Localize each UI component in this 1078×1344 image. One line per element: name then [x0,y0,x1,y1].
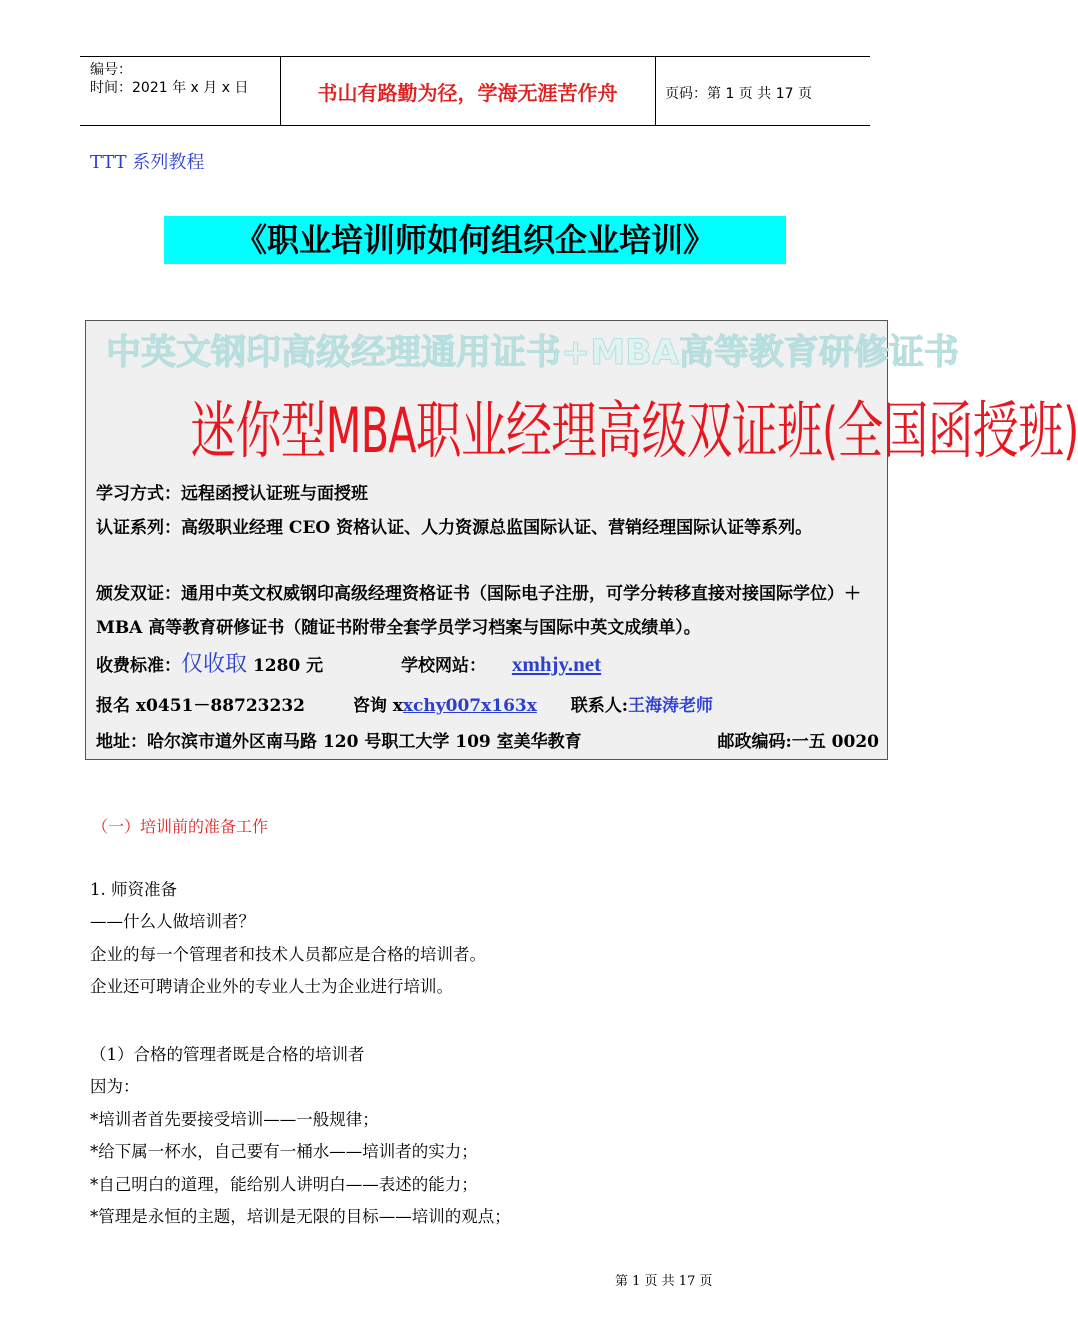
ad-address: 地址：哈尔滨市道外区南马路 120 号职工大学 109 室美华教育 [96,732,582,752]
ad-postcode: 邮政编码:一五 0020 [717,732,879,752]
header-meta [90,61,248,97]
header-number: 编号： [90,62,132,78]
ad-watermark: 中英文钢印高级经理通用证书+MBA高等教育研修证书 [106,333,959,373]
ad-site-link[interactable]: xmhjy.net [511,652,602,676]
body-block-2 [90,1039,511,1233]
header-time: 时间：2021 年 x 月 x 日 [90,80,249,96]
ad-contact-row [96,689,881,723]
ad-site-label: 学校网站： [401,656,487,676]
series-label: TTT 系列教程 [90,152,205,173]
body-line: *给下属一杯水，自己要有一桶水——培训者的实力； [90,1142,478,1162]
section-heading: （一）培训前的准备工作 [92,817,269,836]
ad-fee-value: 仅收取 [181,652,248,677]
ad-consult-label: 咨询 x [352,696,403,716]
body-line: 企业的每一个管理者和技术人员都应是合格的培训者。 [90,944,486,964]
ad-contact-label: 联系人: [570,696,628,716]
header-divider [655,57,656,125]
ad-dual-cert: 颁发双证：通用中英文权威钢印高级经理资格证书（国际电子注册，可学分转移直接对接国际学位）＋MBA 高等教育研修证书（随证书附带全套学员学习档案与国际中英文成绩单）。 [96,584,861,638]
ad-consult-link[interactable]: xchy007x163x [402,696,537,716]
ad-contact-value: 王海涛老师 [628,696,713,716]
page-footer: 第 1 页 共 17 页 [615,1274,713,1289]
body-line: 因为： [90,1077,140,1097]
body-line: 企业还可聘请企业外的专业人士为企业进行培训。 [90,977,453,997]
body-line: *培训者首先要接受培训——一般规律； [90,1109,379,1129]
ad-fee-amount: 1280 元 [252,656,324,676]
body-line: *管理是永恒的主题，培训是无限的目标——培训的观点； [90,1207,511,1227]
ad-signup: 报名 x0451－88723232 [96,696,305,716]
body-line: *自己明白的道理，能给别人讲明白——表述的能力； [90,1174,478,1194]
ad-address-row [96,725,881,759]
advertisement-box [85,320,1078,760]
ad-cert-series: 认证系列：高级职业经理 CEO 资格认证、人力资源总监国际认证、营销经理国际认证等系列。 [96,518,813,538]
document-title: 《职业培训师如何组织企业培训》 [164,216,786,264]
ad-study-mode: 学习方式：远程函授认证班与面授班 [96,484,368,504]
page-header [80,56,870,126]
body-line: ——什么人做培训者？ [90,912,255,932]
body-line: 1. 师资准备 [90,880,177,899]
header-page-info: 页码：第 1 页 共 17 页 [665,86,812,102]
body-block-1 [90,874,486,1004]
ad-fee-label: 收费标准： [96,656,181,676]
ad-fee-row [96,647,881,683]
body-line: （1）合格的管理者既是合格的培训者 [90,1045,365,1064]
ad-headline: 迷你型MBA职业经理高级双证班(全国函授班) [190,394,1078,467]
header-motto: 书山有路勤为径，学海无涯苦作舟 [317,81,618,105]
